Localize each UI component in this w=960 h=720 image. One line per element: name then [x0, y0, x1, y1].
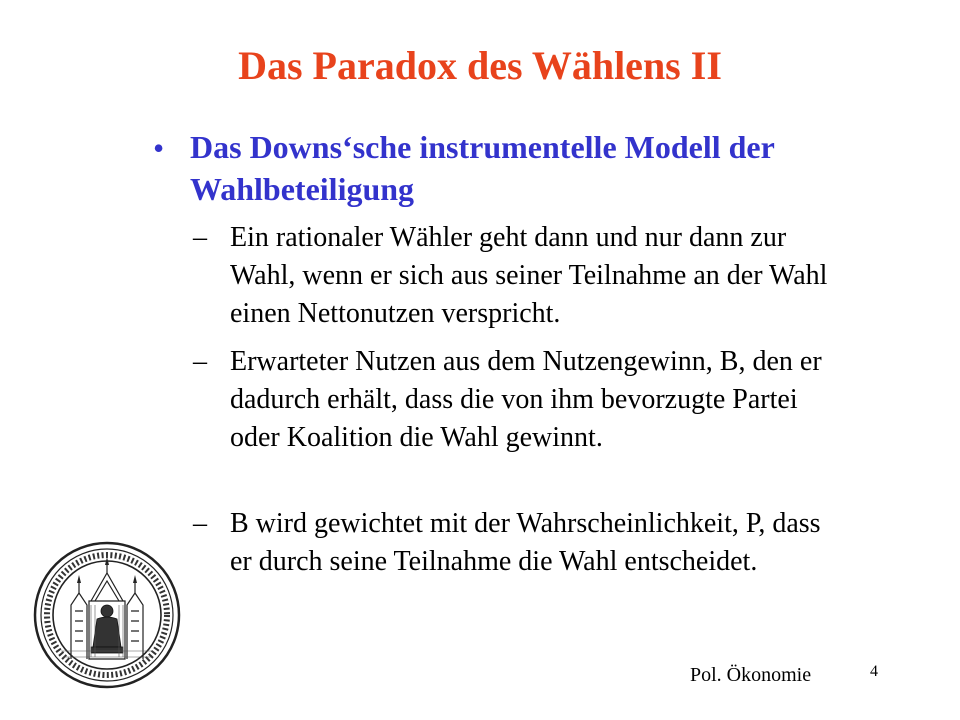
sub-item-dash: –: [193, 222, 207, 253]
sub-item-dash: –: [193, 508, 207, 539]
footer-label: Pol. Ökonomie: [690, 664, 812, 686]
sub-item-text: Erwarteter Nutzen aus dem Nutzengewinn, B, den er dadurch erhält, dass die von ihm bevorzugte Partei oder Koalition die Wahl gewinnt.: [230, 346, 822, 453]
bullet-heading: Das Downs‘sche instrumentelle Modell der Wahlbeteiligung: [190, 129, 775, 207]
sub-item: [193, 219, 833, 333]
sub-item: [193, 505, 833, 581]
sub-item-text: Ein rationaler Wähler geht dann und nur dann zur Wahl, wenn er sich aus seiner Teilnahme an der Wahl einen Nettonutzen verspricht.: [230, 222, 828, 329]
page-number: 4: [870, 663, 878, 680]
bullet-marker: •: [153, 130, 165, 166]
university-seal-icon: [33, 541, 181, 689]
sub-item: [193, 343, 833, 457]
sub-item-text: B wird gewichtet mit der Wahrscheinlichkeit, P, dass er durch seine Teilnahme die Wahl entscheidet.: [230, 508, 821, 577]
sub-item-dash: –: [193, 346, 207, 377]
slide-title: Das Paradox des Wählens II: [238, 43, 722, 88]
